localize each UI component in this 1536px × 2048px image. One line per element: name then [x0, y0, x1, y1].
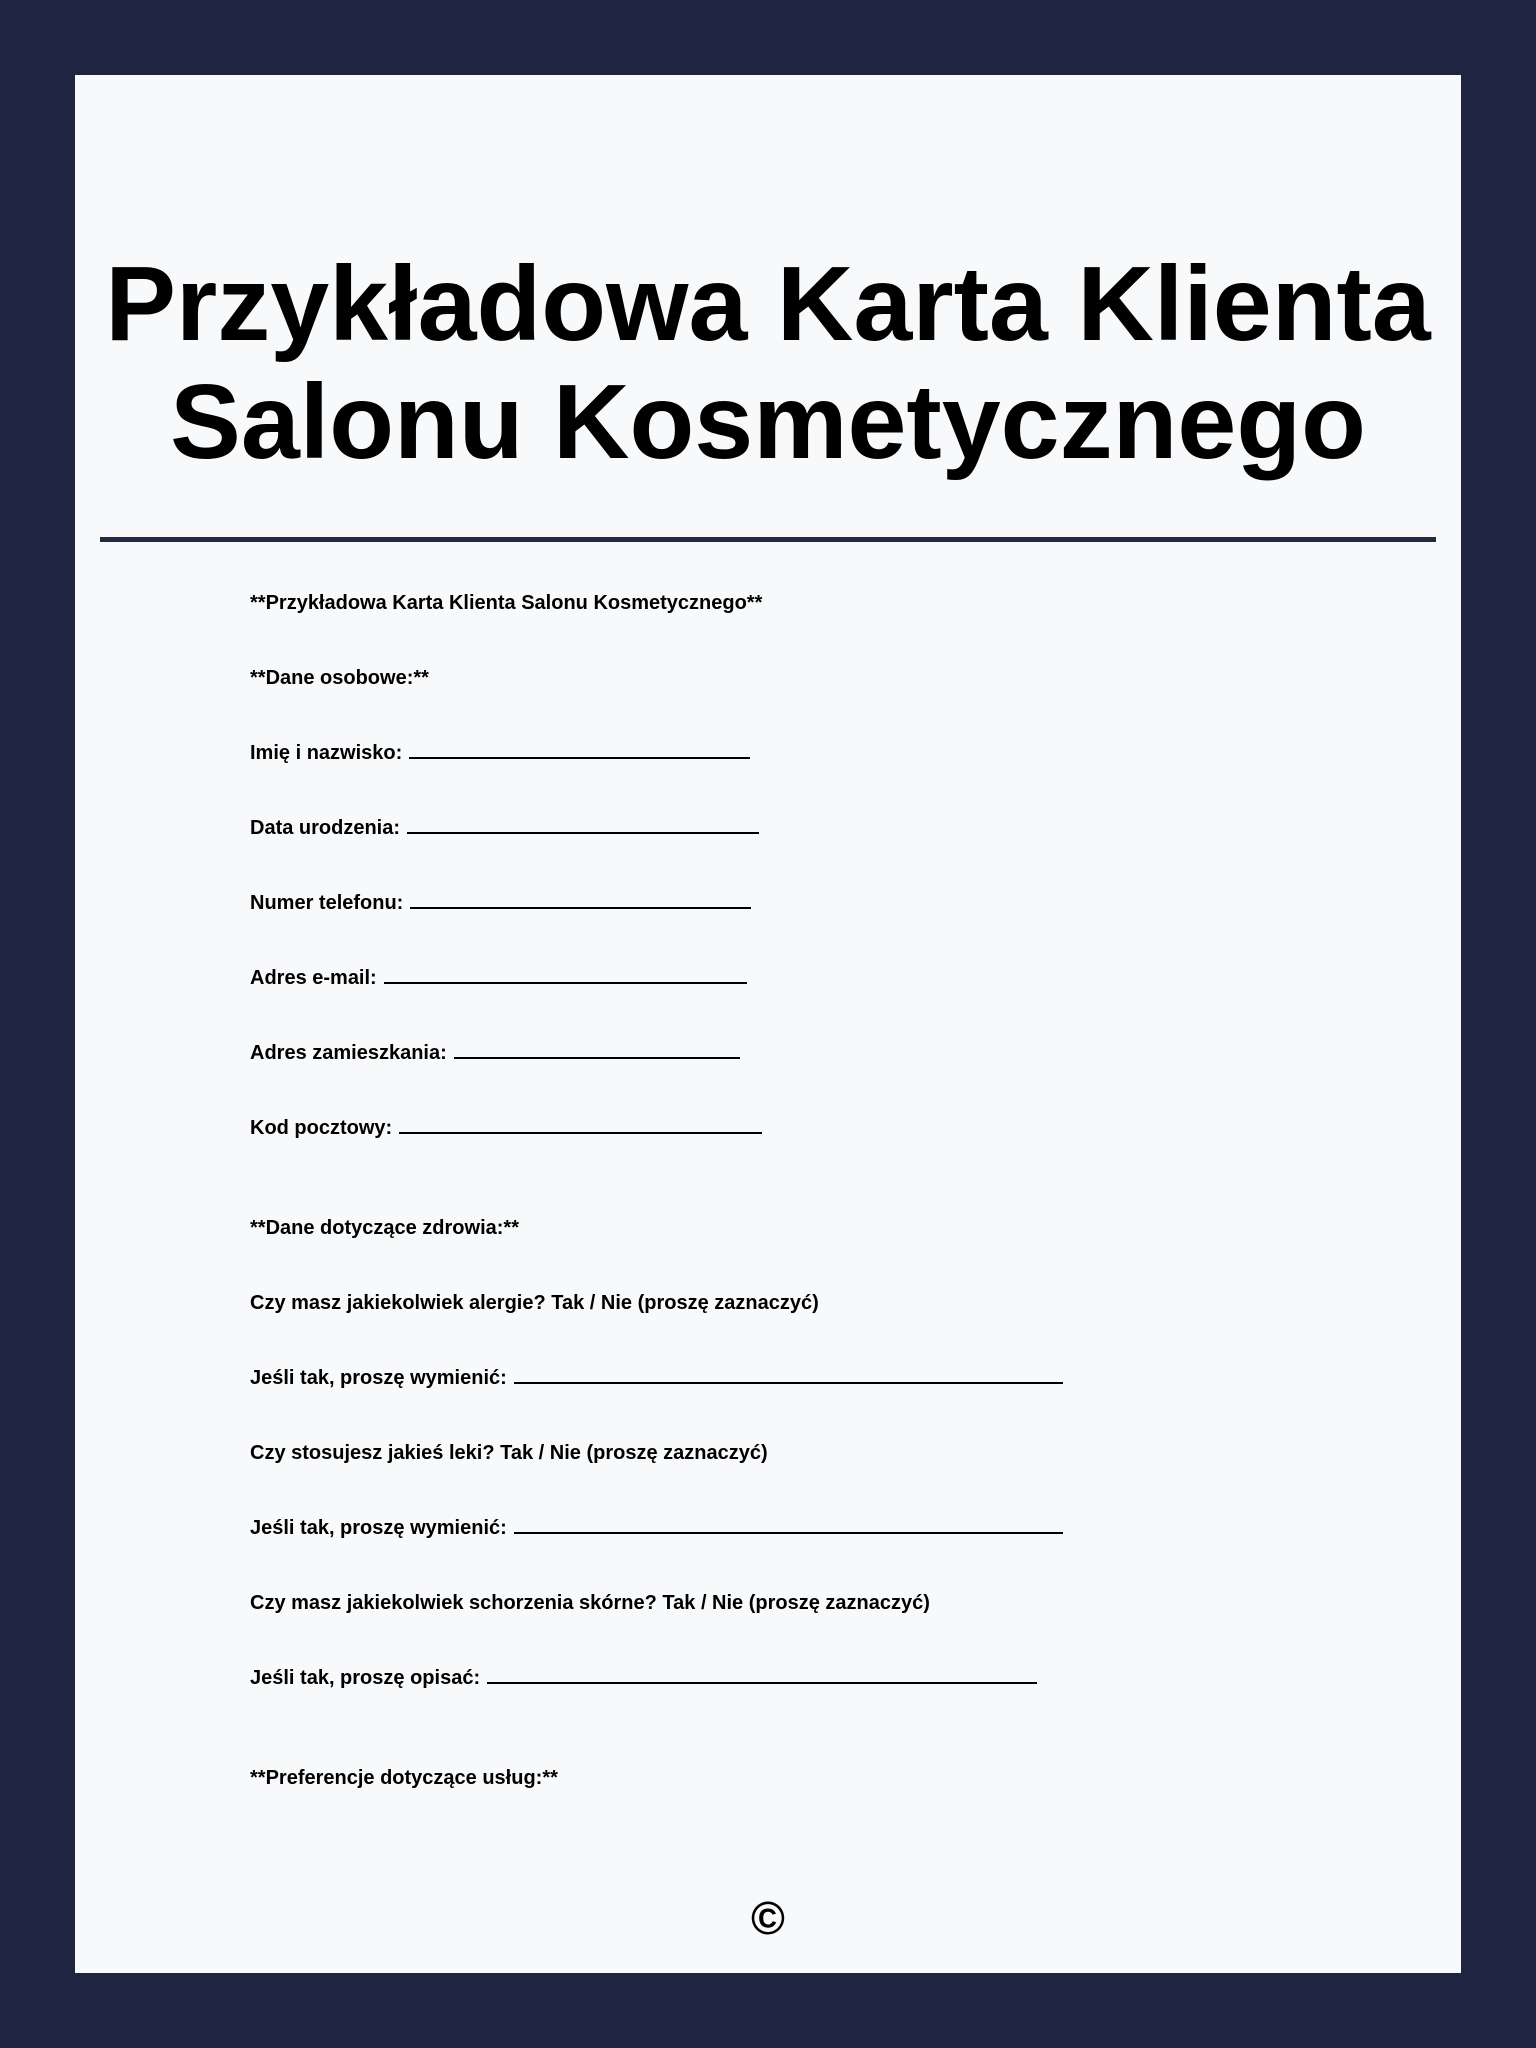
- field-name-label: Imię i nazwisko:: [250, 742, 403, 764]
- field-name-blank[interactable]: [409, 743, 750, 759]
- field-birthdate-label: Data urodzenia:: [250, 817, 401, 839]
- field-allergies-detail-label: Jeśli tak, proszę wymienić:: [250, 1367, 507, 1389]
- field-medications-detail: [250, 1516, 1063, 1540]
- form-heading: **Przykładowa Karta Klienta Salonu Kosmetycznego**: [250, 592, 763, 614]
- question-skin-conditions: Czy masz jakiekolwiek schorzenia skórne? Tak / Nie (proszę zaznaczyć): [250, 1592, 930, 1614]
- field-postal-blank[interactable]: [399, 1118, 762, 1134]
- field-skin-detail: [250, 1666, 1037, 1690]
- page-title: [75, 245, 1461, 481]
- field-address: [250, 1041, 740, 1065]
- section-heading-services: **Preferencje dotyczące usług:**: [250, 1767, 558, 1789]
- field-address-blank[interactable]: [454, 1043, 740, 1059]
- field-postal: [250, 1116, 762, 1140]
- field-birthdate: [250, 816, 759, 840]
- field-phone: [250, 891, 751, 915]
- field-birthdate-blank[interactable]: [407, 818, 759, 834]
- document-page: [75, 75, 1461, 1973]
- title-divider: [100, 537, 1436, 542]
- question-medications: Czy stosujesz jakieś leki? Tak / Nie (proszę zaznaczyć): [250, 1442, 768, 1464]
- field-phone-label: Numer telefonu:: [250, 892, 404, 914]
- field-medications-detail-label: Jeśli tak, proszę wymienić:: [250, 1517, 507, 1539]
- field-email: [250, 966, 747, 990]
- field-skin-detail-label: Jeśli tak, proszę opisać:: [250, 1667, 481, 1689]
- question-allergies: Czy masz jakiekolwiek alergie? Tak / Nie (proszę zaznaczyć): [250, 1292, 819, 1314]
- field-email-label: Adres e-mail:: [250, 967, 377, 989]
- field-postal-label: Kod pocztowy:: [250, 1117, 393, 1139]
- field-medications-detail-blank[interactable]: [514, 1518, 1063, 1534]
- title-line-1: Przykładowa Karta Klienta: [105, 245, 1431, 363]
- field-allergies-detail-blank[interactable]: [514, 1368, 1063, 1384]
- field-name: [250, 741, 750, 765]
- field-phone-blank[interactable]: [410, 893, 751, 909]
- section-heading-personal: **Dane osobowe:**: [250, 667, 429, 689]
- field-skin-detail-blank[interactable]: [487, 1668, 1037, 1684]
- copyright-icon: ©: [751, 1892, 785, 1944]
- field-email-blank[interactable]: [384, 968, 747, 984]
- field-address-label: Adres zamieszkania:: [250, 1042, 447, 1064]
- field-allergies-detail: [250, 1366, 1063, 1390]
- title-line-2: Salonu Kosmetycznego: [170, 363, 1366, 481]
- section-heading-health: **Dane dotyczące zdrowia:**: [250, 1217, 519, 1239]
